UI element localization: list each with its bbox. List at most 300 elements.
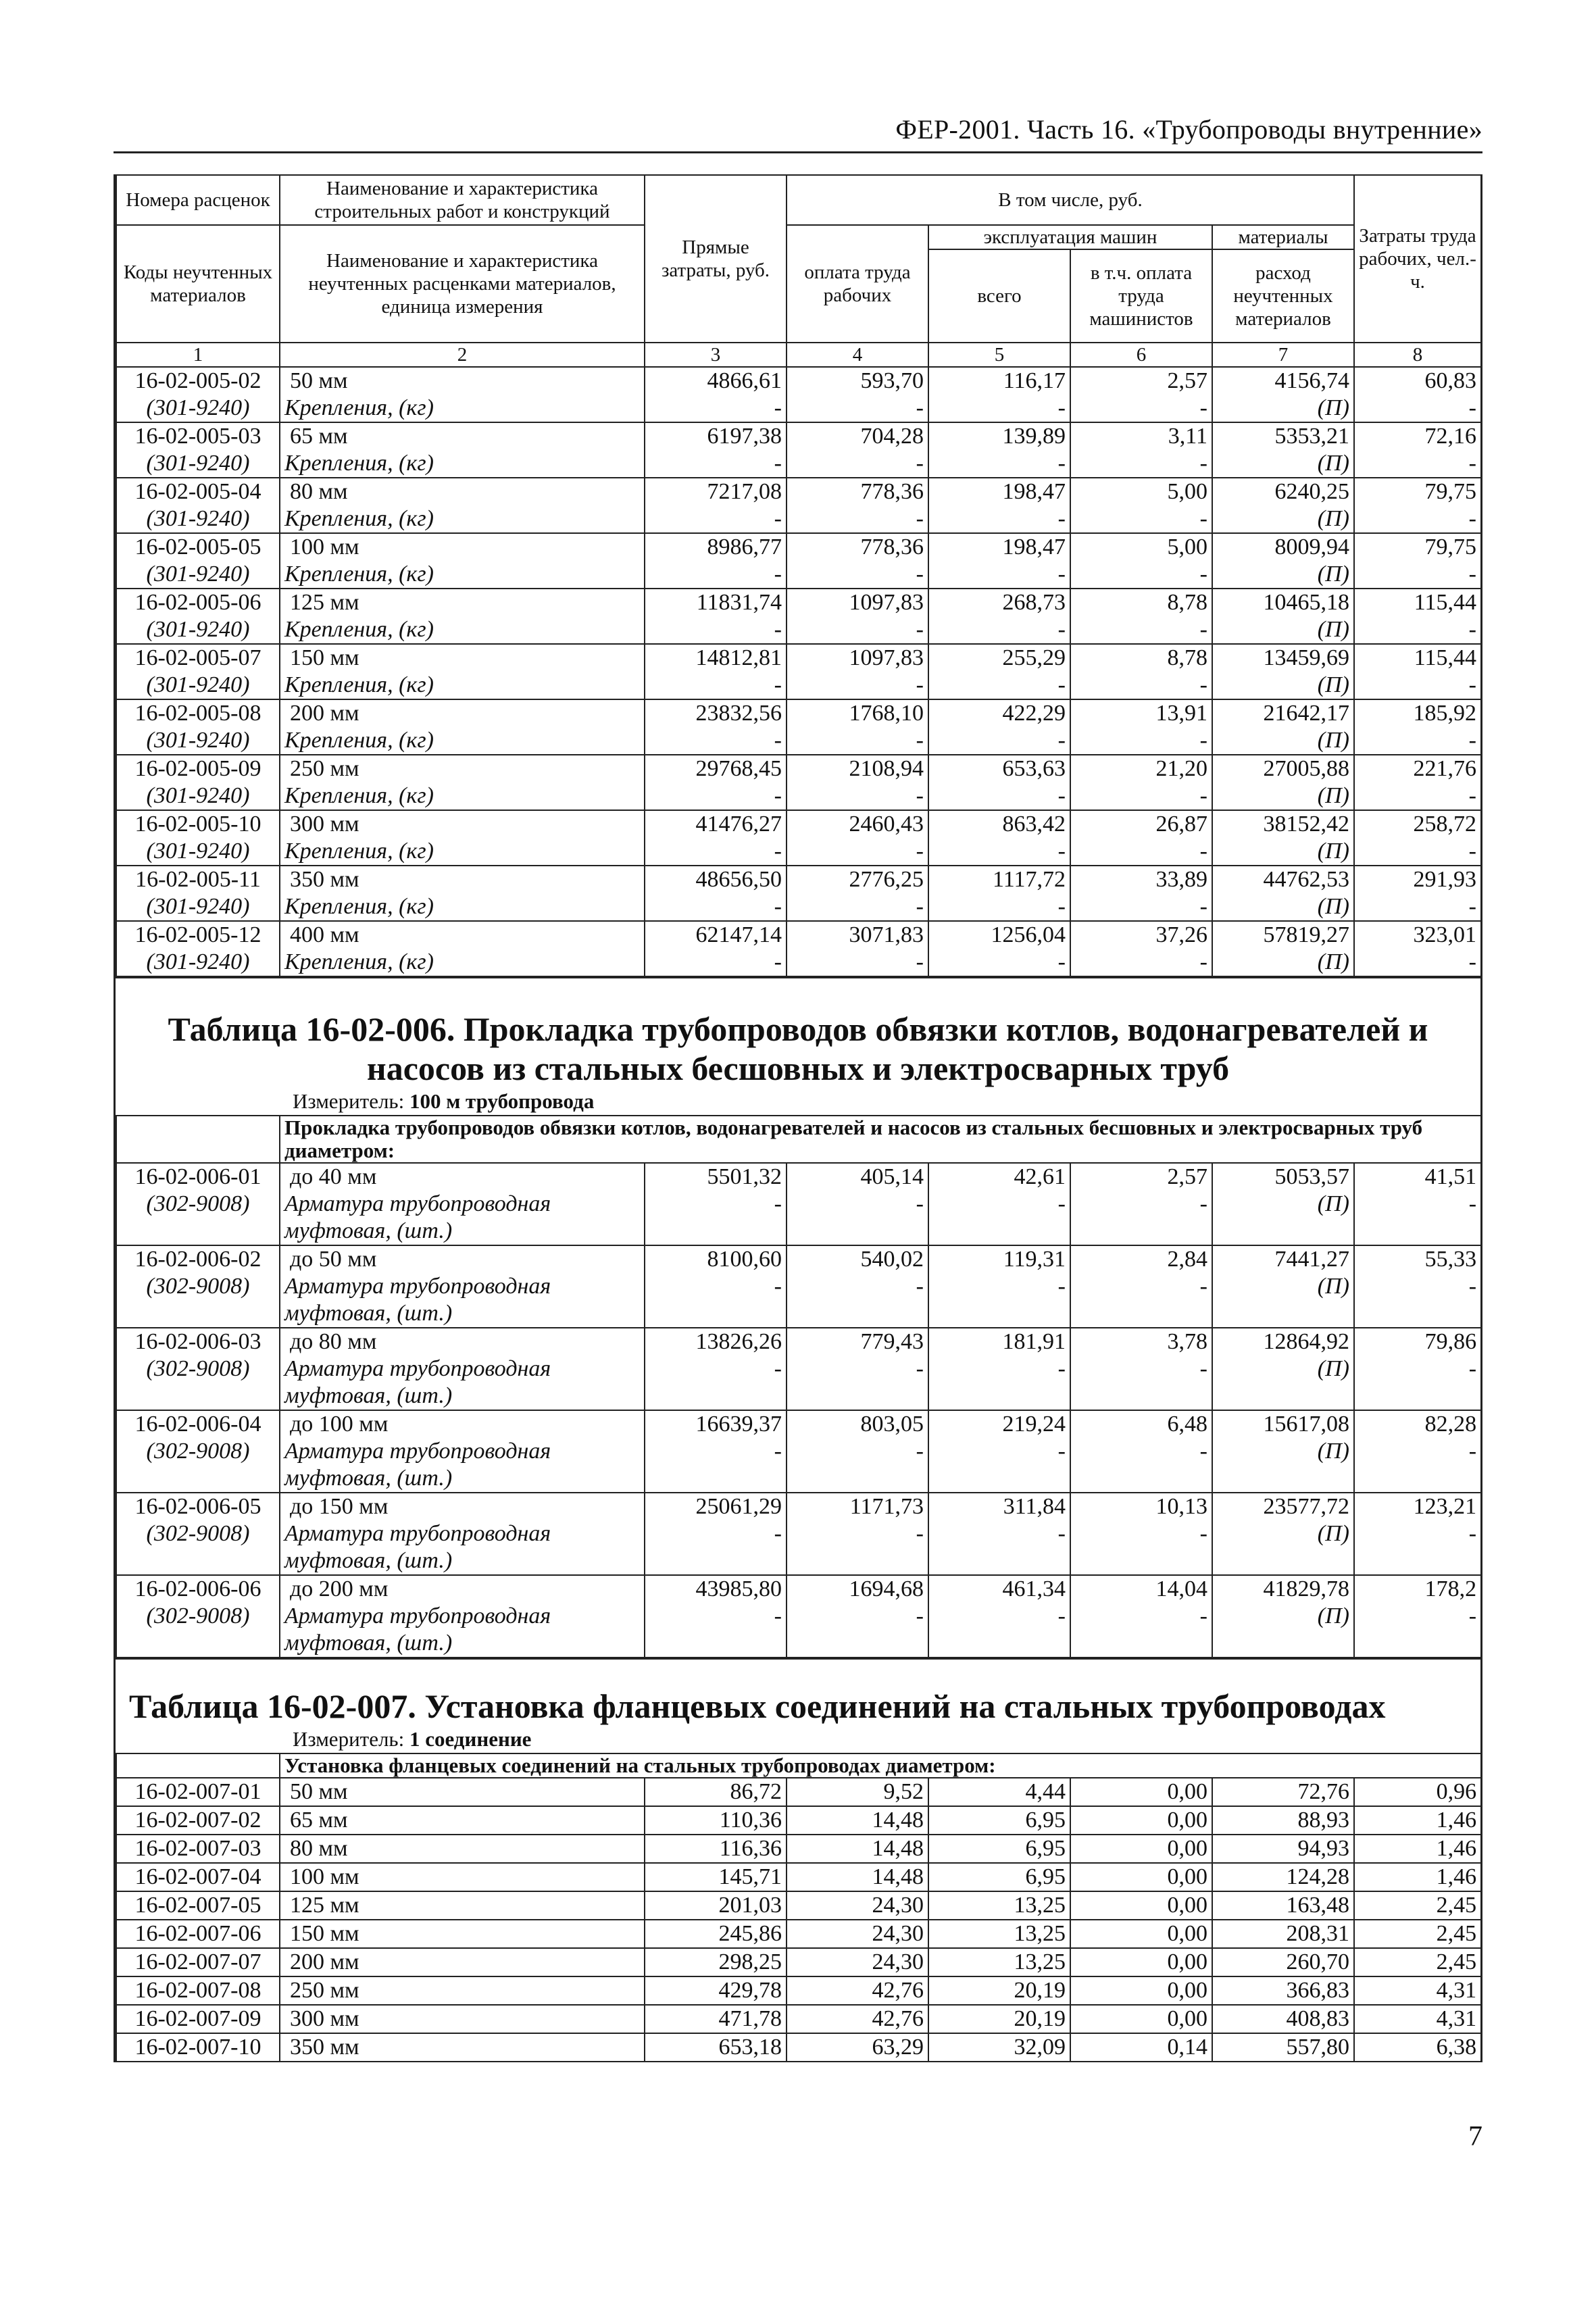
col-material-names: Наименование и характеристика неучтенных расценками материалов, единица измерения xyxy=(280,225,645,343)
materials: 208,31 xyxy=(1212,1920,1354,1948)
labor-pay: 3071,83 xyxy=(787,921,928,949)
machines-total: 181,91 xyxy=(928,1328,1070,1355)
blank xyxy=(645,1383,787,1410)
labor-pay: 2776,25 xyxy=(787,866,928,893)
table-row xyxy=(116,1806,1481,1835)
machines-pay: 0,00 xyxy=(1070,1948,1212,1976)
dash: - xyxy=(1354,782,1481,810)
dash: - xyxy=(928,727,1070,755)
meter-label: Измеритель: xyxy=(293,1727,405,1751)
dash: - xyxy=(1070,450,1212,478)
machines-pay: 21,20 xyxy=(1070,755,1212,782)
dash: - xyxy=(645,672,787,699)
labor-pay: 704,28 xyxy=(787,422,928,450)
dash: - xyxy=(787,672,928,699)
labor-hours: 178,2 xyxy=(1354,1575,1481,1603)
dash: - xyxy=(787,616,928,644)
column-number: 2 xyxy=(280,343,645,367)
table-row xyxy=(116,1328,1481,1355)
table-007-heading xyxy=(116,1658,1480,1754)
labor-hours: 79,75 xyxy=(1354,533,1481,561)
dash: - xyxy=(928,1191,1070,1218)
work-name: 50 мм xyxy=(280,1778,645,1806)
rate-code: 16-02-007-07 xyxy=(116,1948,280,1976)
blank xyxy=(928,1383,1070,1410)
material-name: Крепления, (кг) xyxy=(280,893,645,921)
blank xyxy=(928,1630,1070,1658)
column-number: 6 xyxy=(1070,343,1212,367)
dash: - xyxy=(928,838,1070,866)
material-row xyxy=(116,561,1481,589)
material-name-cont: муфтовая, (шт.) xyxy=(280,1547,645,1575)
dash: - xyxy=(928,782,1070,810)
blank xyxy=(928,1465,1070,1493)
dash: - xyxy=(645,1520,787,1547)
table-row xyxy=(116,1891,1481,1920)
direct-costs: 653,18 xyxy=(645,2033,787,2062)
blank xyxy=(928,1218,1070,1245)
dash: - xyxy=(1070,1603,1212,1630)
work-name: 50 мм xyxy=(280,367,645,395)
dash: - xyxy=(928,1273,1070,1300)
material-name: Крепления, (кг) xyxy=(280,561,645,589)
material-name: Арматура трубопроводная xyxy=(280,1438,645,1465)
material-row-cont xyxy=(116,1465,1481,1493)
dash: - xyxy=(1070,1355,1212,1383)
table-row xyxy=(116,1163,1481,1191)
material-code: (301-9240) xyxy=(116,505,280,533)
dash: - xyxy=(1354,616,1481,644)
col-materials: материалы xyxy=(1212,225,1354,249)
col-rate-numbers: Номера расценок xyxy=(116,175,280,225)
machines-total: 42,61 xyxy=(928,1163,1070,1191)
blank xyxy=(1070,1218,1212,1245)
table-row xyxy=(116,1948,1481,1976)
labor-hours: 115,44 xyxy=(1354,644,1481,672)
materials: 6240,25 xyxy=(1212,478,1354,505)
col-work-name: Наименование и характеристика строительных работ и конструкций xyxy=(280,175,645,225)
meter-value: 1 соединение xyxy=(409,1727,532,1751)
table-007-title: Таблица 16-02-007. Установка фланцевых соединений на стальных трубопроводах xyxy=(129,1687,1386,1725)
material-code: (302-9008) xyxy=(116,1603,280,1630)
table-row xyxy=(116,699,1481,727)
direct-costs: 43985,80 xyxy=(645,1575,787,1603)
machines-total: 268,73 xyxy=(928,589,1070,616)
machines-pay: 2,57 xyxy=(1070,367,1212,395)
blank xyxy=(1212,1465,1354,1493)
blank xyxy=(928,1300,1070,1328)
blank xyxy=(1354,1630,1481,1658)
running-title: ФЕР-2001. Часть 16. «Трубопроводы внутренние» xyxy=(895,114,1482,145)
labor-pay: 803,05 xyxy=(787,1410,928,1438)
machines-pay: 8,78 xyxy=(1070,589,1212,616)
table-row xyxy=(116,533,1481,561)
materials: 10465,18 xyxy=(1212,589,1354,616)
material-name: Арматура трубопроводная xyxy=(280,1273,645,1300)
material-row-cont xyxy=(116,1547,1481,1575)
rate-code: 16-02-007-08 xyxy=(116,1976,280,2005)
work-name: 300 мм xyxy=(280,2005,645,2033)
blank xyxy=(1354,1383,1481,1410)
dash: - xyxy=(1354,1355,1481,1383)
rate-code: 16-02-005-11 xyxy=(116,866,280,893)
materials: 72,76 xyxy=(1212,1778,1354,1806)
column-number: 1 xyxy=(116,343,280,367)
materials: 88,93 xyxy=(1212,1806,1354,1835)
labor-hours: 2,45 xyxy=(1354,1920,1481,1948)
dash: - xyxy=(645,395,787,422)
materials: 7441,27 xyxy=(1212,1245,1354,1273)
machines-pay: 0,14 xyxy=(1070,2033,1212,2062)
material-row xyxy=(116,949,1481,976)
material-row xyxy=(116,395,1481,422)
labor-pay: 593,70 xyxy=(787,367,928,395)
dash: - xyxy=(1070,893,1212,921)
machines-pay: 37,26 xyxy=(1070,921,1212,949)
dash: - xyxy=(1070,672,1212,699)
machines-pay: 0,00 xyxy=(1070,1806,1212,1835)
material-name: Крепления, (кг) xyxy=(280,616,645,644)
dash: - xyxy=(787,1355,928,1383)
material-row xyxy=(116,893,1481,921)
material-code: (302-9008) xyxy=(116,1191,280,1218)
rates-table xyxy=(116,174,1482,977)
material-name-cont: муфтовая, (шт.) xyxy=(280,1300,645,1328)
material-mark: (П) xyxy=(1212,949,1354,976)
labor-pay: 405,14 xyxy=(787,1163,928,1191)
labor-pay: 14,48 xyxy=(787,1806,928,1835)
material-row xyxy=(116,1191,1481,1218)
materials: 4156,74 xyxy=(1212,367,1354,395)
table-row xyxy=(116,2005,1481,2033)
labor-pay: 14,48 xyxy=(787,1863,928,1891)
section-006-rows xyxy=(116,1116,1481,1658)
dash: - xyxy=(787,505,928,533)
table-row xyxy=(116,478,1481,505)
materials: 23577,72 xyxy=(1212,1493,1354,1520)
direct-costs: 29768,45 xyxy=(645,755,787,782)
labor-pay: 42,76 xyxy=(787,2005,928,2033)
labor-pay: 540,02 xyxy=(787,1245,928,1273)
direct-costs: 41476,27 xyxy=(645,810,787,838)
material-mark: (П) xyxy=(1212,1603,1354,1630)
materials: 5353,21 xyxy=(1212,422,1354,450)
direct-costs: 86,72 xyxy=(645,1778,787,1806)
dash: - xyxy=(1354,395,1481,422)
machines-total: 13,25 xyxy=(928,1948,1070,1976)
material-name: Крепления, (кг) xyxy=(280,672,645,699)
material-name: Арматура трубопроводная xyxy=(280,1191,645,1218)
col-machines-total: всего xyxy=(928,249,1070,343)
work-name: 200 мм xyxy=(280,1948,645,1976)
work-name: 80 мм xyxy=(280,478,645,505)
material-name: Крепления, (кг) xyxy=(280,505,645,533)
blank xyxy=(116,1465,280,1493)
material-code: (301-9240) xyxy=(116,561,280,589)
material-mark: (П) xyxy=(1212,450,1354,478)
dash: - xyxy=(928,1355,1070,1383)
blank xyxy=(645,1630,787,1658)
header-rule xyxy=(114,151,1482,153)
machines-total: 1256,04 xyxy=(928,921,1070,949)
labor-pay: 42,76 xyxy=(787,1976,928,2005)
work-name: 350 мм xyxy=(280,866,645,893)
blank xyxy=(116,1383,280,1410)
dash: - xyxy=(787,450,928,478)
direct-costs: 429,78 xyxy=(645,1976,787,2005)
dash: - xyxy=(787,838,928,866)
blank xyxy=(1070,1465,1212,1493)
labor-pay: 24,30 xyxy=(787,1948,928,1976)
dash: - xyxy=(1354,1520,1481,1547)
dash: - xyxy=(787,395,928,422)
table-007 xyxy=(116,1754,1482,2062)
rate-code: 16-02-007-01 xyxy=(116,1778,280,1806)
machines-pay: 6,48 xyxy=(1070,1410,1212,1438)
table-007-group-title: Установка фланцевых соединений на стальных трубопроводах диаметром: xyxy=(280,1754,1481,1778)
machines-total: 116,17 xyxy=(928,367,1070,395)
dash: - xyxy=(1070,838,1212,866)
labor-hours: 221,76 xyxy=(1354,755,1481,782)
materials: 27005,88 xyxy=(1212,755,1354,782)
dash: - xyxy=(1354,1438,1481,1465)
rate-code: 16-02-006-05 xyxy=(116,1493,280,1520)
dash: - xyxy=(1354,450,1481,478)
machines-pay: 14,04 xyxy=(1070,1575,1212,1603)
labor-hours: 55,33 xyxy=(1354,1245,1481,1273)
material-name-cont: муфтовая, (шт.) xyxy=(280,1465,645,1493)
rate-code: 16-02-007-02 xyxy=(116,1806,280,1835)
table-row xyxy=(116,1493,1481,1520)
labor-hours: 41,51 xyxy=(1354,1163,1481,1191)
machines-pay: 0,00 xyxy=(1070,1891,1212,1920)
dash: - xyxy=(1354,1191,1481,1218)
blank xyxy=(1354,1547,1481,1575)
machines-total: 653,63 xyxy=(928,755,1070,782)
direct-costs: 8986,77 xyxy=(645,533,787,561)
table-row xyxy=(116,1976,1481,2005)
rate-code: 16-02-005-02 xyxy=(116,367,280,395)
labor-pay: 778,36 xyxy=(787,533,928,561)
material-row xyxy=(116,1520,1481,1547)
labor-hours: 72,16 xyxy=(1354,422,1481,450)
machines-total: 6,95 xyxy=(928,1806,1070,1835)
material-row xyxy=(116,450,1481,478)
dash: - xyxy=(1070,949,1212,976)
direct-costs: 8100,60 xyxy=(645,1245,787,1273)
rate-code: 16-02-006-02 xyxy=(116,1245,280,1273)
direct-costs: 25061,29 xyxy=(645,1493,787,1520)
materials: 260,70 xyxy=(1212,1948,1354,1976)
material-mark: (П) xyxy=(1212,1438,1354,1465)
direct-costs: 145,71 xyxy=(645,1863,787,1891)
dash: - xyxy=(787,782,928,810)
dash: - xyxy=(787,561,928,589)
work-name: до 40 мм xyxy=(280,1163,645,1191)
work-name: 200 мм xyxy=(280,699,645,727)
dash: - xyxy=(645,1355,787,1383)
dash: - xyxy=(645,561,787,589)
labor-hours: 1,46 xyxy=(1354,1835,1481,1863)
material-mark: (П) xyxy=(1212,1191,1354,1218)
labor-pay: 778,36 xyxy=(787,478,928,505)
labor-hours: 291,93 xyxy=(1354,866,1481,893)
work-name: 150 мм xyxy=(280,644,645,672)
column-number: 4 xyxy=(787,343,928,367)
machines-total: 32,09 xyxy=(928,2033,1070,2062)
machines-total: 20,19 xyxy=(928,2005,1070,2033)
material-code: (301-9240) xyxy=(116,727,280,755)
material-code: (301-9240) xyxy=(116,838,280,866)
dash: - xyxy=(645,893,787,921)
rate-code: 16-02-005-09 xyxy=(116,755,280,782)
material-code: (301-9240) xyxy=(116,782,280,810)
dash: - xyxy=(1070,395,1212,422)
materials: 557,80 xyxy=(1212,2033,1354,2062)
material-name: Арматура трубопроводная xyxy=(280,1603,645,1630)
col-direct-costs: Прямые затраты, руб. xyxy=(645,175,787,343)
labor-hours: 60,83 xyxy=(1354,367,1481,395)
rate-code: 16-02-007-09 xyxy=(116,2005,280,2033)
column-number: 7 xyxy=(1212,343,1354,367)
material-code: (301-9240) xyxy=(116,893,280,921)
blank xyxy=(116,1300,280,1328)
labor-pay: 1171,73 xyxy=(787,1493,928,1520)
table-row xyxy=(116,755,1481,782)
blank xyxy=(1212,1630,1354,1658)
dash: - xyxy=(1354,893,1481,921)
work-name: до 50 мм xyxy=(280,1245,645,1273)
work-name: 300 мм xyxy=(280,810,645,838)
dash: - xyxy=(928,949,1070,976)
table-006-title-line1: Таблица 16-02-006. Прокладка трубопроводов обвязки котлов, водонагревателей и xyxy=(168,1010,1428,1048)
work-name: 65 мм xyxy=(280,422,645,450)
direct-costs: 13826,26 xyxy=(645,1328,787,1355)
work-name: 350 мм xyxy=(280,2033,645,2062)
table-row xyxy=(116,866,1481,893)
table-row xyxy=(116,2033,1481,2062)
material-code: (301-9240) xyxy=(116,949,280,976)
dash: - xyxy=(645,782,787,810)
material-row-cont xyxy=(116,1300,1481,1328)
blank xyxy=(116,1630,280,1658)
materials: 15617,08 xyxy=(1212,1410,1354,1438)
work-name: 100 мм xyxy=(280,533,645,561)
machines-total: 198,47 xyxy=(928,478,1070,505)
materials: 13459,69 xyxy=(1212,644,1354,672)
labor-hours: 1,46 xyxy=(1354,1806,1481,1835)
dash: - xyxy=(645,1191,787,1218)
machines-pay: 3,78 xyxy=(1070,1328,1212,1355)
machines-pay: 2,57 xyxy=(1070,1163,1212,1191)
dash: - xyxy=(787,1603,928,1630)
rate-code: 16-02-007-10 xyxy=(116,2033,280,2062)
dash: - xyxy=(928,1438,1070,1465)
blank xyxy=(787,1547,928,1575)
dash: - xyxy=(787,949,928,976)
table-row xyxy=(116,810,1481,838)
work-name: 125 мм xyxy=(280,1891,645,1920)
work-name: 80 мм xyxy=(280,1835,645,1863)
blank xyxy=(1070,1630,1212,1658)
blank xyxy=(787,1465,928,1493)
labor-hours: 323,01 xyxy=(1354,921,1481,949)
col-machines-pay: в т.ч. оплата труда машинистов xyxy=(1070,249,1212,343)
blank xyxy=(787,1630,928,1658)
blank xyxy=(1212,1218,1354,1245)
direct-costs: 62147,14 xyxy=(645,921,787,949)
direct-costs: 110,36 xyxy=(645,1806,787,1835)
material-mark: (П) xyxy=(1212,1520,1354,1547)
materials: 94,93 xyxy=(1212,1835,1354,1863)
materials: 5053,57 xyxy=(1212,1163,1354,1191)
dash: - xyxy=(1354,672,1481,699)
machines-pay: 2,84 xyxy=(1070,1245,1212,1273)
materials: 57819,27 xyxy=(1212,921,1354,949)
labor-hours: 79,75 xyxy=(1354,478,1481,505)
material-name: Крепления, (кг) xyxy=(280,727,645,755)
column-number: 3 xyxy=(645,343,787,367)
direct-costs: 201,03 xyxy=(645,1891,787,1920)
col-material-codes: Коды неучтенных материалов xyxy=(116,225,280,343)
rate-code: 16-02-006-04 xyxy=(116,1410,280,1438)
dash: - xyxy=(1354,949,1481,976)
material-mark: (П) xyxy=(1212,672,1354,699)
blank xyxy=(787,1383,928,1410)
col-labor-pay: оплата труда рабочих xyxy=(787,225,928,343)
blank xyxy=(1070,1547,1212,1575)
materials: 44762,53 xyxy=(1212,866,1354,893)
dash: - xyxy=(928,450,1070,478)
blank xyxy=(1354,1465,1481,1493)
machines-total: 255,29 xyxy=(928,644,1070,672)
table-006-title-line2: насосов из стальных бесшовных и электросварных труб xyxy=(366,1049,1230,1087)
material-code: (301-9240) xyxy=(116,450,280,478)
machines-pay: 0,00 xyxy=(1070,1863,1212,1891)
column-number: 5 xyxy=(928,343,1070,367)
blank xyxy=(1070,1383,1212,1410)
materials: 38152,42 xyxy=(1212,810,1354,838)
blank xyxy=(645,1218,787,1245)
material-mark: (П) xyxy=(1212,782,1354,810)
rate-code: 16-02-005-07 xyxy=(116,644,280,672)
dash: - xyxy=(1354,1273,1481,1300)
rate-code: 16-02-007-06 xyxy=(116,1920,280,1948)
rate-code: 16-02-007-03 xyxy=(116,1835,280,1863)
dash: - xyxy=(928,561,1070,589)
machines-pay: 33,89 xyxy=(1070,866,1212,893)
machines-total: 198,47 xyxy=(928,533,1070,561)
machines-total: 461,34 xyxy=(928,1575,1070,1603)
material-name: Крепления, (кг) xyxy=(280,450,645,478)
page-number: 7 xyxy=(1468,2121,1482,2152)
labor-pay: 1097,83 xyxy=(787,589,928,616)
dash: - xyxy=(928,893,1070,921)
labor-hours: 123,21 xyxy=(1354,1493,1481,1520)
labor-pay: 24,30 xyxy=(787,1891,928,1920)
direct-costs: 6197,38 xyxy=(645,422,787,450)
dash: - xyxy=(928,505,1070,533)
group-spacer xyxy=(116,1116,280,1163)
dash: - xyxy=(1354,1603,1481,1630)
labor-pay: 1694,68 xyxy=(787,1575,928,1603)
labor-hours: 4,31 xyxy=(1354,2005,1481,2033)
materials: 21642,17 xyxy=(1212,699,1354,727)
blank xyxy=(787,1218,928,1245)
machines-total: 13,25 xyxy=(928,1920,1070,1948)
work-name: 250 мм xyxy=(280,755,645,782)
labor-pay: 779,43 xyxy=(787,1328,928,1355)
